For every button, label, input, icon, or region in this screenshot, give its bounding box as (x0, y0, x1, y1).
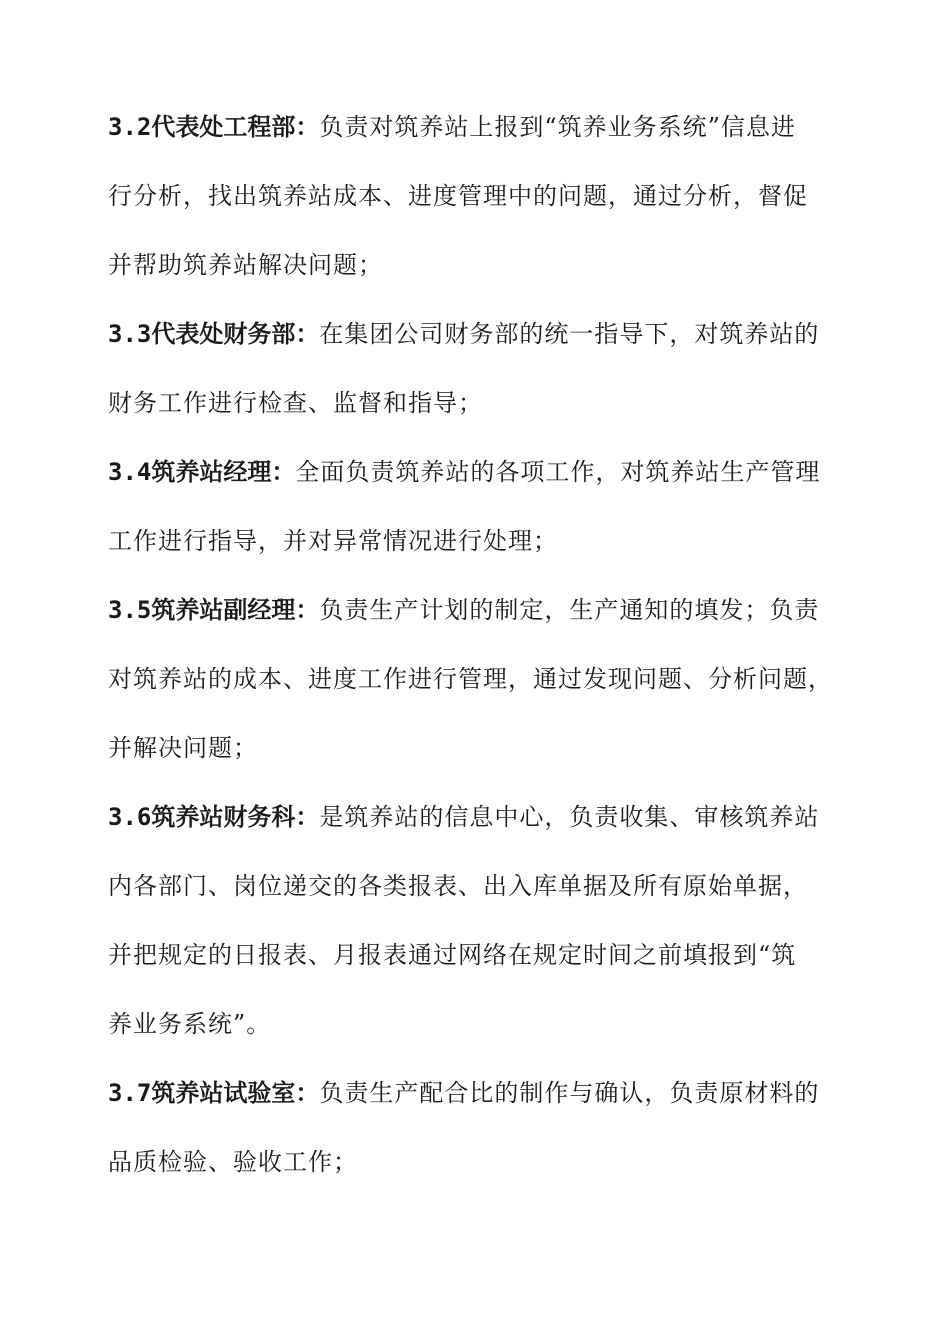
section-3-4 (108, 438, 850, 576)
section-3-7 (108, 1059, 850, 1197)
paragraph-text: 全面负责筑养站的各项工作，对筑养站生产管理 (295, 458, 821, 486)
paragraph-line (108, 576, 850, 645)
paragraph-line: 内各部门、岗位递交的各类报表、出入库单据及所有原始单据， (108, 872, 808, 900)
paragraph-line: 行分析，找出筑养站成本、进度管理中的问题，通过分析，督促 (108, 182, 808, 210)
paragraph-text: 是筑养站的信息中心，负责收集、审核筑养站 (319, 803, 820, 831)
section-number: 3.4 (108, 458, 152, 486)
paragraph-line (108, 93, 850, 162)
section-3-3 (108, 300, 850, 438)
section-heading: 筑养站经理： (151, 458, 296, 486)
section-heading: 代表处工程部： (151, 113, 320, 141)
paragraph-text: 负责生产计划的制定，生产通知的填发；负责 (319, 596, 820, 624)
paragraph-line (108, 783, 850, 852)
section-3-5 (108, 576, 850, 783)
paragraph-line: 并帮助筑养站解决问题； (108, 251, 383, 279)
section-number: 3.6 (108, 803, 152, 831)
section-heading: 筑养站财务科： (151, 803, 320, 831)
section-3-6 (108, 783, 850, 1059)
paragraph-line: 对筑养站的成本、进度工作进行管理，通过发现问题、分析问题， (108, 665, 833, 693)
document-page (108, 93, 850, 1197)
section-3-2 (108, 93, 850, 300)
paragraph-line: 品质检验、验收工作； (108, 1148, 358, 1176)
section-number: 3.3 (108, 320, 152, 348)
section-heading: 筑养站副经理： (151, 596, 320, 624)
section-number: 3.5 (108, 596, 152, 624)
paragraph-line (108, 438, 850, 507)
paragraph-line: 并把规定的日报表、月报表通过网络在规定时间之前填报到“筑 (108, 941, 797, 969)
paragraph-text: 在集团公司财务部的统一指导下，对筑养站的 (319, 320, 820, 348)
section-heading: 代表处财务部： (151, 320, 320, 348)
paragraph-line: 并解决问题； (108, 734, 258, 762)
paragraph-line: 工作进行指导，并对异常情况进行处理； (108, 527, 558, 555)
paragraph-text: 负责对筑养站上报到“筑养业务系统”信息进 (319, 113, 796, 141)
paragraph-text: 负责生产配合比的制作与确认，负责原材料的 (319, 1079, 820, 1107)
paragraph-line: 财务工作进行检查、监督和指导； (108, 389, 483, 417)
paragraph-line (108, 1059, 850, 1128)
paragraph-line (108, 300, 850, 369)
paragraph-line: 养业务系统”。 (108, 1010, 272, 1038)
section-heading: 筑养站试验室： (151, 1079, 320, 1107)
section-number: 3.7 (108, 1079, 152, 1107)
section-number: 3.2 (108, 113, 152, 141)
